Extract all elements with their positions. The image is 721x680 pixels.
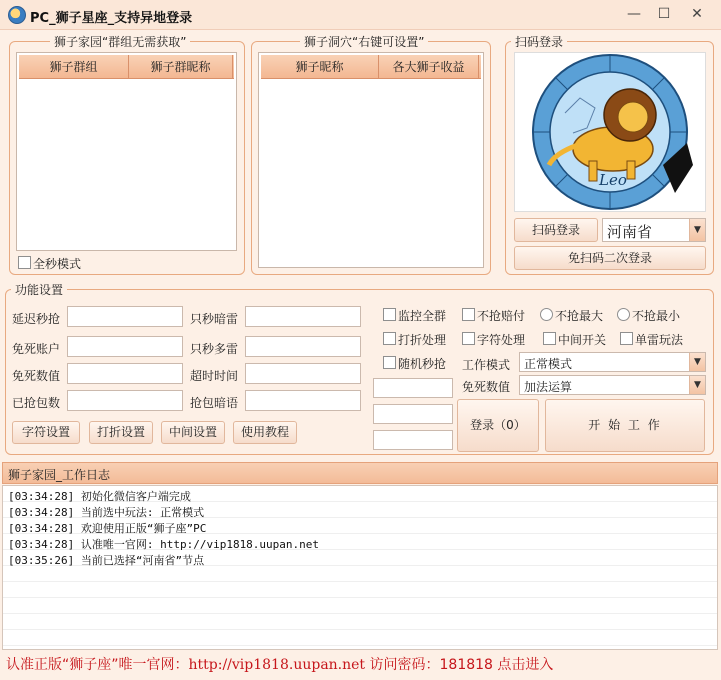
- immune-value-label: 免死数值: [12, 369, 61, 383]
- app-logo-icon: [8, 6, 26, 24]
- log-line: [03:35:26] 当前已选择“河南省”节点: [8, 554, 205, 567]
- province-value: 河南省: [607, 223, 653, 241]
- no-scan-login-button[interactable]: 免扫码二次登录: [514, 246, 706, 270]
- svg-text:Leo: Leo: [599, 171, 627, 189]
- group-lion-home-title: 狮子家园“群组无需获取”: [50, 33, 190, 50]
- province-select[interactable]: [602, 218, 706, 242]
- close-button[interactable]: ✕: [691, 6, 703, 22]
- discount-checkbox[interactable]: [383, 332, 396, 345]
- work-mode-value: 正常模式: [524, 357, 573, 371]
- multi-mine-label: 只秒多雷: [190, 342, 239, 356]
- no-compensate-label: 不抢赔付: [477, 309, 526, 323]
- delay-grab-label: 延迟秒抢: [12, 312, 61, 326]
- footer-link[interactable]: [6, 654, 553, 674]
- random-grab-label: 随机秒抢: [398, 357, 447, 371]
- scan-login-button[interactable]: 扫码登录: [514, 218, 598, 242]
- log-line: [03:34:28] 当前选中玩法: 正常模式: [8, 506, 205, 519]
- discount-label: 打折处理: [398, 333, 447, 347]
- monitor-all-label: 监控全群: [398, 309, 447, 323]
- group-lion-cave-title: 狮子洞穴“右键可设置”: [300, 33, 428, 50]
- no-max-radio[interactable]: [540, 308, 553, 321]
- single-mine-checkbox[interactable]: [620, 332, 633, 345]
- monitor-all-checkbox[interactable]: [383, 308, 396, 321]
- window-title: PC_狮子星座_支持异地登录: [30, 11, 193, 26]
- footer-url[interactable]: http://vip1818.uupan.net: [188, 657, 366, 673]
- immune-mode-label: 免死数值: [462, 380, 511, 394]
- timeout-input[interactable]: [245, 363, 361, 384]
- col-group-nickname[interactable]: 狮子群昵称: [129, 55, 233, 79]
- work-mode-label: 工作模式: [462, 358, 511, 372]
- no-compensate-checkbox[interactable]: [462, 308, 475, 321]
- start-work-button[interactable]: 开 始 工 作: [545, 399, 705, 452]
- login-button[interactable]: 登录（0）: [457, 399, 539, 452]
- middle-switch-label: 中间开关: [558, 333, 607, 347]
- log-header: [2, 462, 718, 484]
- no-min-radio[interactable]: [617, 308, 630, 321]
- maximize-button[interactable]: ☐: [657, 6, 671, 22]
- single-mine-label: 单雷玩法: [635, 333, 684, 347]
- extra-input-1[interactable]: [373, 378, 453, 398]
- grabbed-count-label: 已抢包数: [12, 396, 61, 410]
- col-lion-income[interactable]: 各大狮子收益: [379, 55, 479, 79]
- immune-account-input[interactable]: [67, 336, 183, 357]
- immune-account-label: 免死账户: [12, 342, 61, 356]
- multi-mine-input[interactable]: [245, 336, 361, 357]
- group-settings-title: 功能设置: [11, 281, 67, 298]
- chevron-down-icon[interactable]: ▼: [689, 376, 705, 394]
- all-seconds-mode-label: 全秒模式: [33, 257, 82, 271]
- chevron-down-icon[interactable]: ▼: [689, 353, 705, 371]
- char-proc-checkbox[interactable]: [462, 332, 475, 345]
- timeout-label: 超时时间: [190, 369, 239, 383]
- log-title: 狮子家园_工作日志: [8, 468, 111, 482]
- log-line: [03:34:28] 认准唯一官网: http://vip1818.uupan.net: [8, 538, 320, 551]
- lion-list[interactable]: [258, 52, 484, 268]
- group-scan-login-title: 扫码登录: [511, 33, 567, 50]
- grab-code-input[interactable]: [245, 390, 361, 411]
- grabbed-count-input[interactable]: [67, 390, 183, 411]
- footer-suffix: 访问密码：181818 点击进入: [365, 657, 554, 673]
- chevron-down-icon[interactable]: ▼: [689, 219, 705, 241]
- hidden-mine-input[interactable]: [245, 306, 361, 327]
- extra-input-2[interactable]: [373, 404, 453, 424]
- hidden-mine-label: 只秒暗雷: [190, 312, 239, 326]
- grab-code-label: 抢包暗语: [190, 396, 239, 410]
- col-lion-nickname[interactable]: 狮子昵称: [261, 55, 379, 79]
- qr-code-area: [514, 52, 706, 212]
- all-seconds-mode-checkbox[interactable]: [18, 256, 31, 269]
- random-grab-checkbox[interactable]: [383, 356, 396, 369]
- discount-settings-button[interactable]: 打折设置: [89, 421, 153, 444]
- immune-mode-select[interactable]: [519, 375, 706, 395]
- no-max-label: 不抢最大: [555, 309, 604, 323]
- col-group[interactable]: 狮子群组: [19, 55, 129, 79]
- delay-grab-input[interactable]: [67, 306, 183, 327]
- footer-prefix: 认准正版“狮子座”唯一官网：: [6, 657, 189, 673]
- log-line: [03:34:28] 欢迎使用正版“狮子座”PC: [8, 522, 207, 535]
- extra-input-3[interactable]: [373, 430, 453, 450]
- minimize-button[interactable]: —: [627, 6, 641, 22]
- immune-value-input[interactable]: [67, 363, 183, 384]
- log-list[interactable]: [2, 485, 718, 650]
- tutorial-button[interactable]: 使用教程: [233, 421, 297, 444]
- middle-settings-button[interactable]: 中间设置: [161, 421, 225, 444]
- group-list[interactable]: [16, 52, 237, 251]
- group-list-header: [19, 55, 234, 79]
- char-settings-button[interactable]: 字符设置: [12, 421, 80, 444]
- leo-zodiac-icon: [515, 53, 705, 211]
- char-proc-label: 字符处理: [477, 333, 526, 347]
- work-mode-select[interactable]: [519, 352, 706, 372]
- no-min-label: 不抢最小: [632, 309, 681, 323]
- immune-mode-value: 加法运算: [524, 380, 573, 394]
- lion-list-header: [261, 55, 481, 79]
- middle-switch-checkbox[interactable]: [543, 332, 556, 345]
- log-line: [03:34:28] 初始化微信客户端完成: [8, 490, 191, 503]
